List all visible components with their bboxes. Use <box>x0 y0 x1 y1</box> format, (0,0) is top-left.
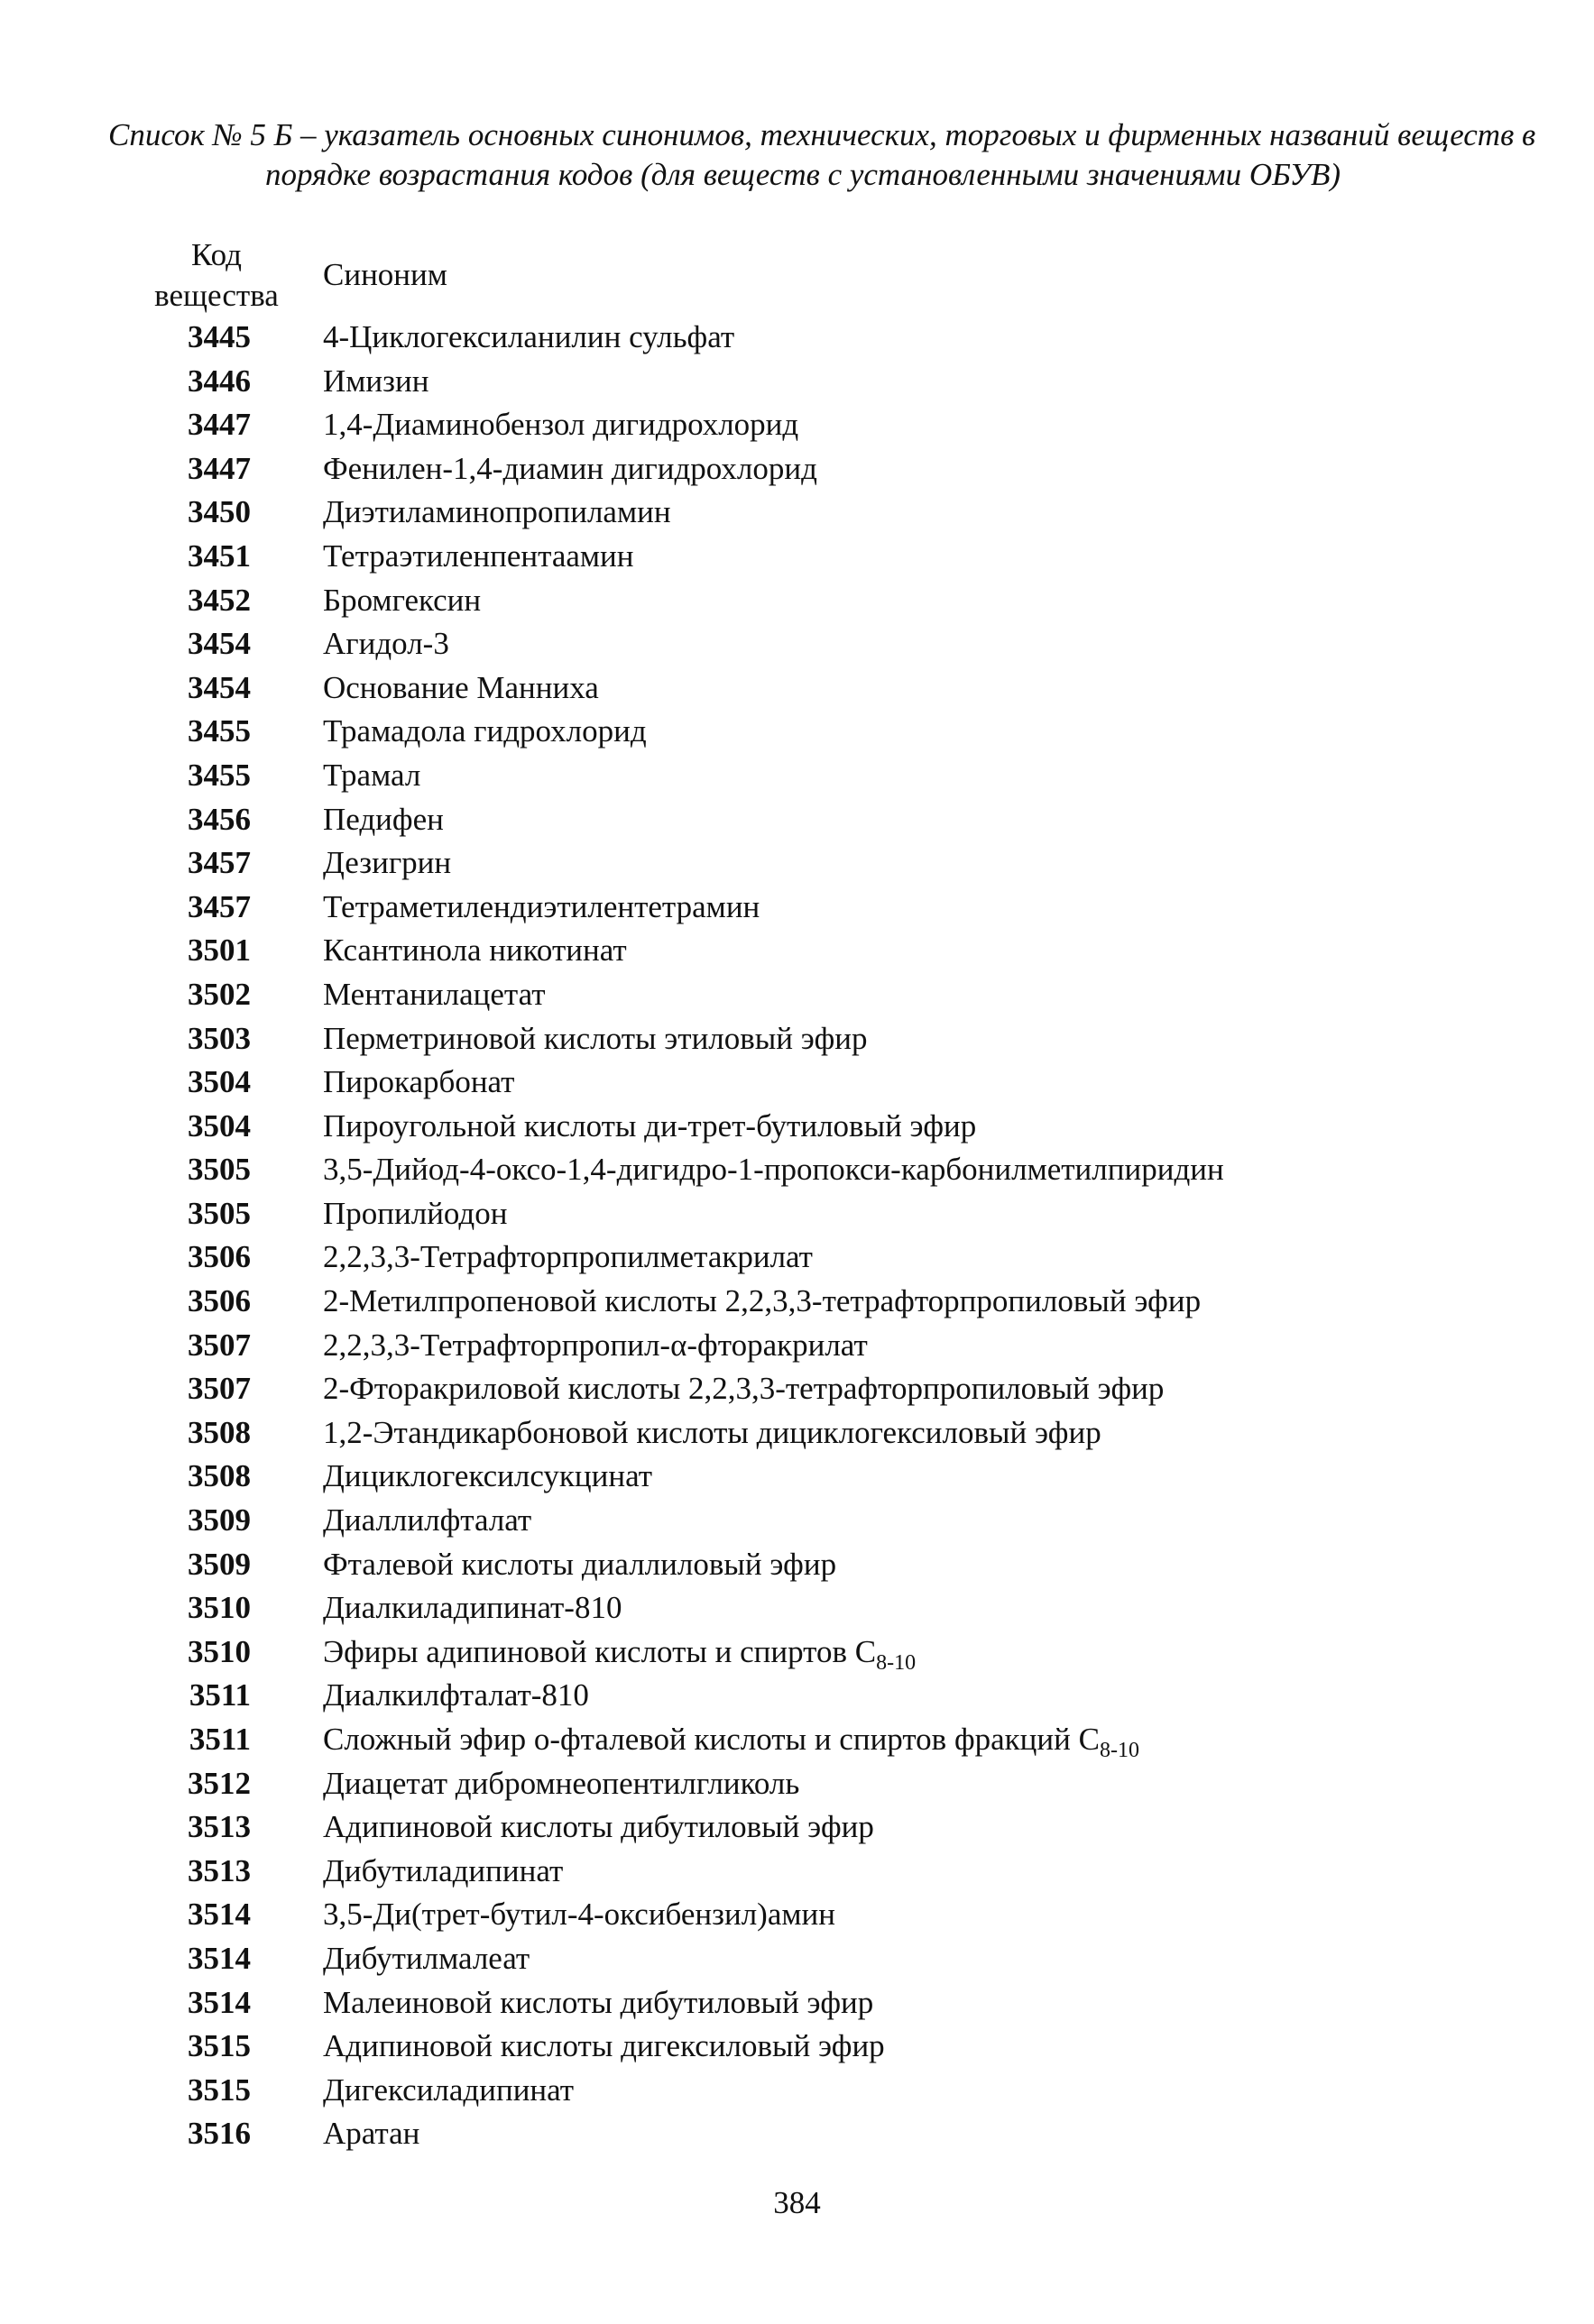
synonym-main-text: Агидол-3 <box>323 626 449 662</box>
table-row <box>144 710 1452 754</box>
synonym-main-text: Фталевой кислоты диаллиловый эфир <box>323 1546 837 1582</box>
synonym-text <box>323 1893 835 1936</box>
substance-code: 3508 <box>188 1458 251 1494</box>
synonym-text <box>323 929 627 972</box>
synonym-main-text: Трамал <box>323 757 421 793</box>
table-row <box>144 1981 1452 2025</box>
column-header-code-line-1: Код <box>191 237 242 272</box>
table-row <box>144 2112 1452 2156</box>
substance-code: 3506 <box>188 1239 251 1275</box>
substance-code: 3447 <box>188 407 251 443</box>
synonym-main-text: Дезигрин <box>323 845 452 881</box>
table-row <box>144 1762 1452 1806</box>
substance-code: 3507 <box>188 1371 251 1407</box>
synonym-main-text: Дибутилмалеат <box>323 1940 530 1976</box>
table-row <box>144 798 1452 842</box>
table-row <box>144 1324 1452 1368</box>
synonym-text <box>323 1411 1101 1455</box>
table-row <box>144 1850 1452 1894</box>
synonym-main-text: 2,2,3,3-Тетрафторпропилметакрилат <box>323 1239 813 1275</box>
synonym-text <box>323 1061 514 1104</box>
substance-code: 3513 <box>188 1852 251 1888</box>
synonym-text <box>323 447 817 491</box>
column-header-synonym: Синоним <box>323 257 447 292</box>
table-row <box>144 1893 1452 1937</box>
substance-code: 3450 <box>188 494 251 530</box>
table-row <box>144 841 1452 886</box>
synonym-text <box>323 579 481 622</box>
substance-code: 3502 <box>188 976 251 1012</box>
synonym-text <box>323 1148 1224 1191</box>
synonym-main-text: Пироугольной кислоты ди-трет-бутиловый эфир <box>323 1107 977 1144</box>
synonym-text <box>323 754 420 797</box>
table-row <box>144 1017 1452 1061</box>
synonym-main-text: Диацетат дибромнеопентилгликоль <box>323 1765 800 1801</box>
synonym-text <box>323 1324 868 1367</box>
synonym-text <box>323 1543 836 1586</box>
substance-code: 3501 <box>188 932 251 969</box>
table-row <box>144 1235 1452 1280</box>
table-row <box>144 1367 1452 1411</box>
substance-code: 3510 <box>188 1633 251 1669</box>
synonym-text <box>323 360 428 403</box>
table-row <box>144 1192 1452 1236</box>
table-row <box>144 1411 1452 1456</box>
list-title-line-2: порядке возрастания кодов (для веществ с установленными значениями ОБУВ) <box>265 157 1341 192</box>
substance-code: 3454 <box>188 626 251 662</box>
substance-code: 3514 <box>188 1984 251 2020</box>
synonym-main-text: 4-Циклогексиланилин сульфат <box>323 319 735 354</box>
synonym-main-text: 2,2,3,3-Тетрафторпропил-α-фторакрилат <box>323 1327 868 1363</box>
synonym-text <box>323 316 734 359</box>
synonym-text <box>323 1455 652 1498</box>
substance-code: 3514 <box>188 1940 251 1976</box>
substance-code: 3511 <box>189 1722 251 1757</box>
synonym-main-text: Тетраэтиленпентаамин <box>323 537 634 574</box>
table-row <box>144 2069 1452 2113</box>
table-row <box>144 666 1452 711</box>
column-header-code-line-2: вещества <box>154 278 279 313</box>
substance-code: 3508 <box>188 1414 251 1450</box>
synonym-text <box>323 1850 563 1893</box>
synonym-main-text: Диалкиладипинат-810 <box>323 1590 622 1626</box>
synonym-text <box>323 1674 589 1717</box>
synonym-text <box>323 491 671 534</box>
synonym-main-text: Адипиновой кислоты дибутиловый эфир <box>323 1809 874 1845</box>
table-row <box>144 754 1452 798</box>
synonym-text <box>323 1586 622 1630</box>
synonym-text <box>323 1499 531 1542</box>
table-row <box>144 2025 1452 2069</box>
table-header <box>144 234 1407 316</box>
synonym-main-text: Сложный эфир о-фталевой кислоты и спиртов фракций C <box>323 1722 1100 1757</box>
synonym-text <box>323 798 444 841</box>
synonym-text <box>323 2069 574 2112</box>
synonym-main-text: Пирокарбонат <box>323 1064 515 1100</box>
synonym-text <box>323 2112 419 2155</box>
synonym-main-text: Ментанилацетат <box>323 976 546 1012</box>
synonym-text <box>323 1367 1164 1410</box>
substance-code: 3455 <box>188 757 251 793</box>
table-row <box>144 579 1452 623</box>
column-header-code <box>144 234 289 316</box>
table-row <box>144 1718 1452 1762</box>
substance-code: 3507 <box>188 1327 251 1363</box>
substance-code: 3515 <box>188 2071 251 2108</box>
table-row <box>144 929 1452 973</box>
synonym-main-text: Дигексиладипинат <box>323 2071 575 2108</box>
synonym-main-text: Основание Манниха <box>323 669 599 705</box>
table-row <box>144 447 1452 491</box>
table-row <box>144 316 1452 360</box>
table-row <box>144 1586 1452 1630</box>
substance-code: 3505 <box>188 1195 251 1231</box>
synonym-table <box>144 316 1452 2156</box>
synonym-main-text: Малеиновой кислоты дибутиловый эфир <box>323 1984 874 2020</box>
table-row <box>144 360 1452 404</box>
table-row <box>144 403 1452 447</box>
table-row <box>144 1499 1452 1543</box>
synonym-text <box>323 886 760 929</box>
synonym-text <box>323 1762 799 1805</box>
synonym-main-text: Педифен <box>323 801 444 837</box>
synonym-text <box>323 973 546 1016</box>
table-row <box>144 973 1452 1017</box>
table-row <box>144 1674 1452 1718</box>
substance-code: 3455 <box>188 713 251 749</box>
synonym-subscript: 8-10 <box>876 1650 917 1675</box>
table-row <box>144 1148 1452 1192</box>
synonym-main-text: Адипиновой кислоты дигексиловый эфир <box>323 2028 885 2064</box>
synonym-text <box>323 1981 873 2025</box>
synonym-text <box>323 622 449 666</box>
substance-code: 3454 <box>188 669 251 705</box>
substance-code: 3510 <box>188 1590 251 1626</box>
synonym-subscript: 8-10 <box>1099 1739 1139 1762</box>
page-number: 384 <box>773 2185 821 2220</box>
substance-code: 3506 <box>188 1283 251 1319</box>
synonym-text <box>323 403 798 446</box>
synonym-text <box>323 1017 868 1061</box>
table-row <box>144 1937 1452 1981</box>
synonym-main-text: Диалкилфталат-810 <box>323 1677 589 1713</box>
table-row <box>144 1105 1452 1149</box>
synonym-main-text: 2-Фторакриловой кислоты 2,2,3,3-тетрафторпропиловый эфир <box>323 1371 1165 1407</box>
table-row <box>144 886 1452 930</box>
substance-code: 3446 <box>188 363 251 399</box>
synonym-text <box>323 535 634 578</box>
synonym-main-text: 3,5-Ди(трет-бутил-4-оксибензил)амин <box>323 1897 835 1933</box>
table-row <box>144 1805 1452 1850</box>
synonym-main-text: Фенилен-1,4-диамин дигидрохлорид <box>323 450 817 486</box>
synonym-text <box>323 1280 1201 1323</box>
table-row <box>144 491 1452 535</box>
list-title-line-1: Список № 5 Б – указатель основных синонимов, технических, торговых и фирменных названий веществ в <box>108 117 1536 152</box>
synonym-main-text: 3,5-Дийод-4-оксо-1,4-дигидро-1-пропокси-карбонилметилпиридин <box>323 1152 1224 1188</box>
synonym-main-text: Ксантинола никотинат <box>323 932 627 969</box>
synonym-text <box>323 1235 813 1279</box>
synonym-main-text: Дициклогексилсукцинат <box>323 1458 653 1494</box>
substance-code: 3503 <box>188 1020 251 1056</box>
substance-code: 3505 <box>188 1152 251 1188</box>
synonym-text <box>323 841 451 885</box>
substance-code: 3509 <box>188 1502 251 1539</box>
synonym-main-text: Тетраметилендиэтилентетрамин <box>323 888 760 924</box>
substance-code: 3512 <box>188 1765 251 1801</box>
table-row <box>144 1543 1452 1587</box>
substance-code: 3514 <box>188 1897 251 1933</box>
synonym-text <box>323 1192 507 1235</box>
table-row <box>144 622 1452 666</box>
synonym-text <box>323 1805 874 1849</box>
substance-code: 3504 <box>188 1107 251 1144</box>
substance-code: 3456 <box>188 801 251 837</box>
synonym-main-text: Пропилйодон <box>323 1195 508 1231</box>
synonym-main-text: 2-Метилпропеновой кислоты 2,2,3,3-тетрафторпропиловый эфир <box>323 1283 1202 1319</box>
synonym-main-text: Диаллилфталат <box>323 1502 532 1539</box>
substance-code: 3447 <box>188 450 251 486</box>
synonym-text <box>323 1937 530 1980</box>
substance-code: 3457 <box>188 888 251 924</box>
substance-code: 3445 <box>188 319 251 354</box>
substance-code: 3513 <box>188 1809 251 1845</box>
substance-code: 3504 <box>188 1064 251 1100</box>
synonym-main-text: Имизин <box>323 363 429 399</box>
list-title <box>108 115 1536 195</box>
synonym-main-text: 1,4-Диаминобензол дигидрохлорид <box>323 407 799 443</box>
table-row <box>144 1061 1452 1105</box>
synonym-main-text: Перметриновой кислоты этиловый эфир <box>323 1020 868 1056</box>
substance-code: 3509 <box>188 1546 251 1582</box>
substance-code: 3452 <box>188 582 251 618</box>
synonym-main-text: Диэтиламинопропиламин <box>323 494 671 530</box>
table-row <box>144 1455 1452 1499</box>
table-row <box>144 535 1452 579</box>
synonym-main-text: Дибутиладипинат <box>323 1852 564 1888</box>
synonym-main-text: Аратан <box>323 2116 420 2152</box>
synonym-text <box>323 710 647 753</box>
table-row <box>144 1630 1452 1675</box>
table-row <box>144 1280 1452 1324</box>
synonym-main-text: 1,2-Этандикарбоновой кислоты дициклогексиловый эфир <box>323 1414 1101 1450</box>
substance-code: 3511 <box>189 1677 251 1713</box>
synonym-main-text: Бромгексин <box>323 582 482 618</box>
substance-code: 3457 <box>188 845 251 881</box>
substance-code: 3516 <box>188 2116 251 2152</box>
synonym-main-text: Эфиры адипиновой кислоты и спиртов C <box>323 1633 877 1669</box>
synonym-text <box>323 1105 976 1148</box>
synonym-main-text: Трамадола гидрохлорид <box>323 713 647 749</box>
synonym-text <box>323 2025 885 2068</box>
substance-code: 3451 <box>188 537 251 574</box>
synonym-text <box>323 666 599 710</box>
substance-code: 3515 <box>188 2028 251 2064</box>
